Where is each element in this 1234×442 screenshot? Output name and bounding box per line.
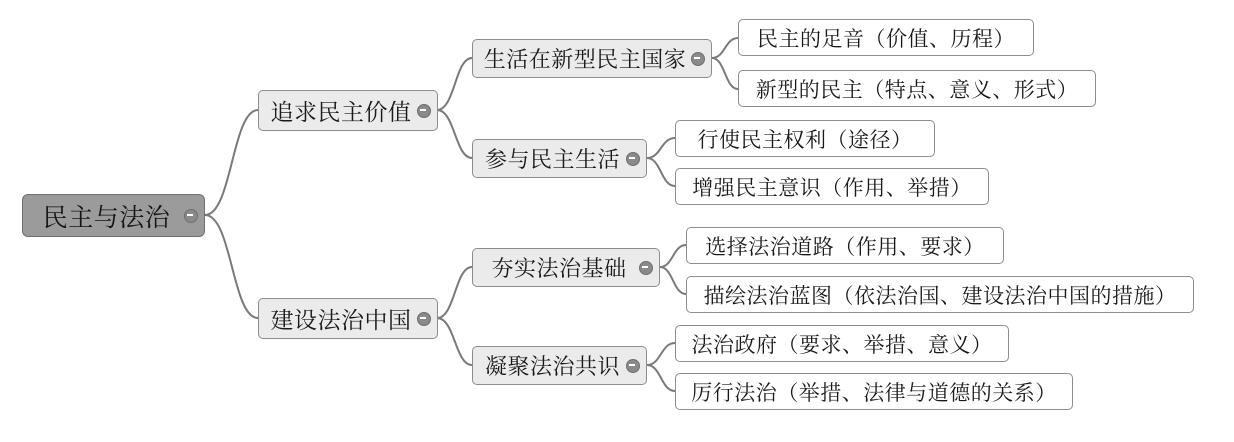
leaf-node[interactable] xyxy=(675,120,935,157)
sub-branch-label: 凝聚法治共识 xyxy=(484,354,620,379)
sub-branch-node-participate-democratic-life[interactable] xyxy=(472,139,647,178)
leaf-node[interactable] xyxy=(675,373,1073,410)
collapse-toggle-icon[interactable] xyxy=(417,104,431,118)
leaf-label: 厉行法治（举措、法律与道德的关系） xyxy=(691,381,1057,405)
leaf-label: 选择法治道路（作用、要求） xyxy=(705,235,985,259)
branch-label: 追求民主价值 xyxy=(270,99,412,125)
leaf-node[interactable] xyxy=(675,168,989,205)
leaf-node[interactable] xyxy=(686,227,1004,264)
mindmap-root-label: 民主与法治 xyxy=(42,203,171,232)
branch-node-pursue-democratic-value[interactable] xyxy=(258,90,438,131)
leaf-node[interactable] xyxy=(738,19,1034,56)
leaf-label: 法治政府（要求、举措、意义） xyxy=(691,333,993,357)
sub-branch-label: 生活在新型民主国家 xyxy=(483,47,687,72)
collapse-toggle-icon[interactable] xyxy=(626,152,640,166)
sub-branch-node-live-in-new-democracy[interactable] xyxy=(472,39,712,78)
leaf-label: 增强民主意识（作用、举措） xyxy=(692,176,972,200)
sub-branch-node-consolidate-rule-of-law-foundation[interactable] xyxy=(472,248,660,287)
collapse-toggle-icon[interactable] xyxy=(626,359,640,373)
sub-branch-label: 参与民主生活 xyxy=(484,147,620,172)
collapse-toggle-icon[interactable] xyxy=(639,261,653,275)
branch-node-build-rule-of-law-china[interactable] xyxy=(258,298,438,339)
sub-branch-label: 夯实法治基础 xyxy=(491,256,627,281)
sub-branch-node-build-legal-consensus[interactable] xyxy=(472,346,647,385)
leaf-node[interactable] xyxy=(686,276,1194,313)
leaf-node[interactable] xyxy=(738,70,1096,107)
collapse-toggle-icon[interactable] xyxy=(184,209,198,223)
collapse-toggle-icon[interactable] xyxy=(691,52,705,66)
leaf-label: 描绘法治蓝图（依法治国、建设法治中国的措施） xyxy=(703,284,1177,308)
branch-label: 建设法治中国 xyxy=(270,307,412,333)
leaf-label: 民主的足音（价值、历程） xyxy=(757,27,1015,51)
leaf-node[interactable] xyxy=(675,325,1009,362)
leaf-label: 行使民主权利（途径） xyxy=(697,128,913,152)
mindmap-root-node[interactable] xyxy=(22,194,205,237)
collapse-toggle-icon[interactable] xyxy=(417,312,431,326)
leaf-label: 新型的民主（特点、意义、形式） xyxy=(755,78,1079,102)
